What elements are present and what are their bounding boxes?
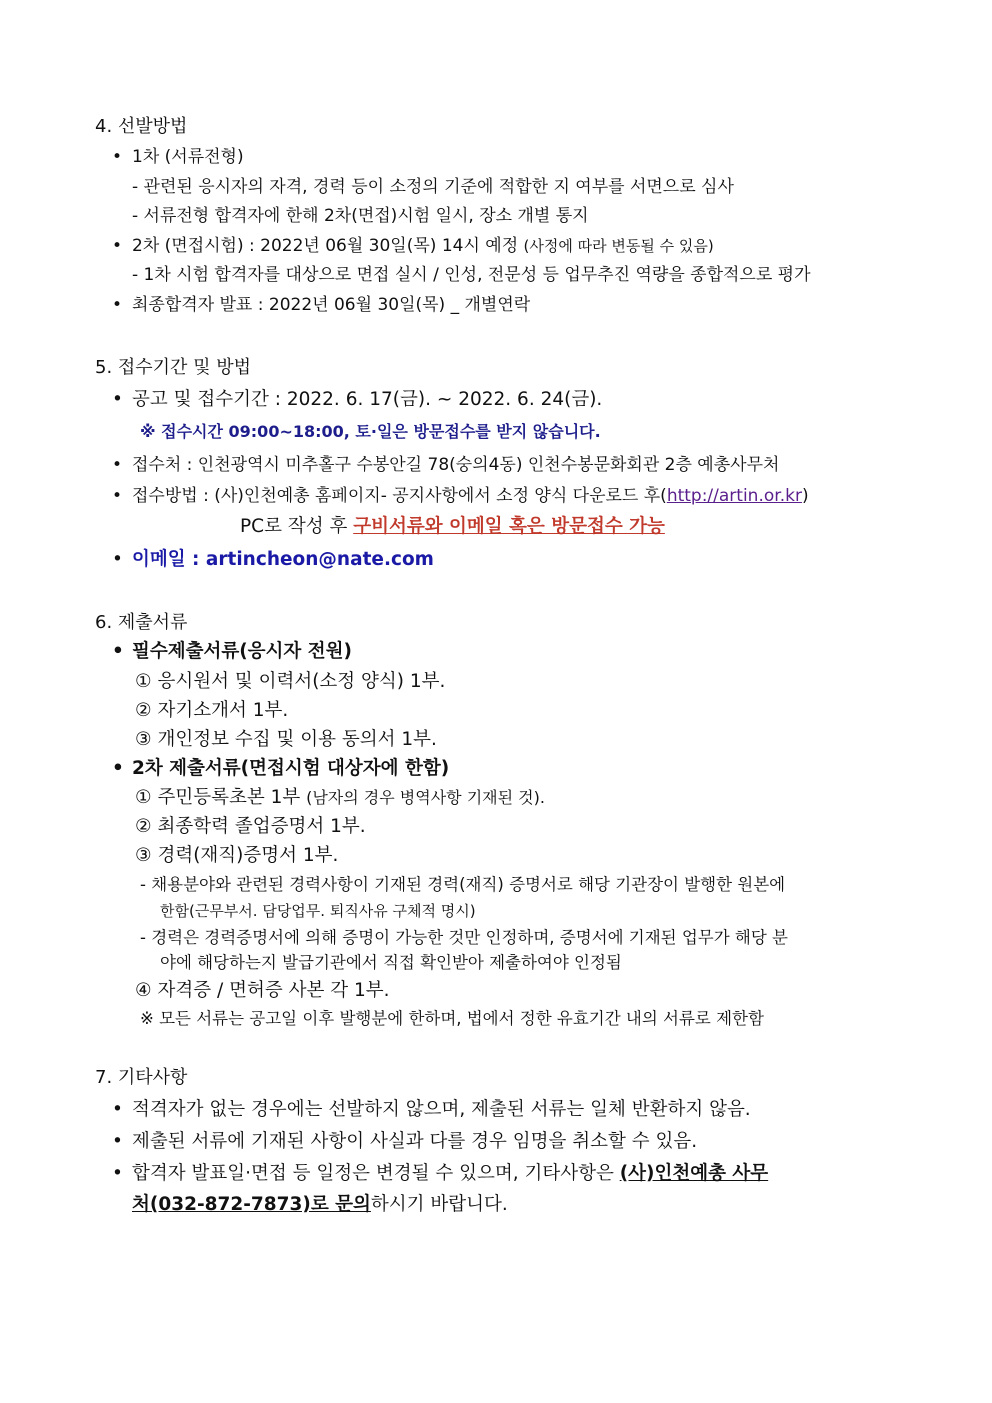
bullet-icon: • xyxy=(112,1163,123,1184)
section-7-item-3: • 합격자 발표일·면접 등 일정은 변경될 수 있으며, 기타사항은 (사)인천예총 사무 xyxy=(112,1163,769,1184)
bullet-icon: • xyxy=(112,236,123,256)
second-doc-4: ④ 자격증 / 면허증 사본 각 1부. xyxy=(135,980,390,1001)
submission-highlight: 구비서류와 이메일 혹은 방문접수 가능 xyxy=(353,516,665,537)
bullet-icon: • xyxy=(112,1131,123,1152)
bullet-icon: • xyxy=(112,486,123,506)
section-6-required-title: • 필수제출서류(응시자 전원) xyxy=(112,641,352,662)
second-doc-2: ② 최종학력 졸업증명서 1부. xyxy=(135,816,366,837)
second-doc-1: ① 주민등록초본 1부 (남자의 경우 병역사항 기재된 것). xyxy=(135,787,545,808)
section-5-period: • 공고 및 접수기간 : 2022. 6. 17(금). ~ 2022. 6. 24(금). xyxy=(112,389,603,410)
section-4-title: 4. 선발방법 xyxy=(95,116,188,137)
bullet-icon: • xyxy=(112,455,123,475)
second-doc-3a-line-2: 한함(근무부서. 담당업무. 퇴직사유 구체적 명시) xyxy=(160,902,476,920)
section-5-place: • 접수처 : 인천광역시 미추홀구 수봉안길 78(숭의4동) 인천수봉문화회관 2층 예총사무처 xyxy=(112,455,780,475)
section-4-item-2a: - 1차 시험 합격자를 대상으로 면접 실시 / 인성, 전문성 등 업무추진 역량을 종합적으로 평가 xyxy=(132,265,811,285)
contact-phone: 처(032-872-7873)로 문의 xyxy=(132,1194,371,1215)
section-7-item-2: • 제출된 서류에 기재된 사항이 사실과 다를 경우 임명을 취소할 수 있음. xyxy=(112,1131,698,1152)
section-4-item-1a: - 관련된 응시자의 자격, 경력 등이 소정의 기준에 적합한 지 여부를 서면으로 심사 xyxy=(132,177,734,197)
section-6-title: 6. 제출서류 xyxy=(95,612,188,633)
section-6-note: ※ 모든 서류는 공고일 이후 발행분에 한하며, 법에서 정한 유효기간 내의 서류로 제한함 xyxy=(140,1009,764,1028)
section-4-item-2: • 2차 (면접시험) : 2022년 06월 30일(목) 14시 예정 (사정에 따라 변동될 수 있음) xyxy=(112,236,714,256)
section-4-item-3: • 최종합격자 발표 : 2022년 06월 30일(목) _ 개별연락 xyxy=(112,295,531,315)
contact-highlight: (사)인천예총 사무 xyxy=(619,1163,769,1184)
bullet-icon: • xyxy=(112,549,123,570)
homepage-link[interactable]: http://artin.or.kr xyxy=(666,486,802,506)
section-5-method: • 접수방법 : (사)인천예총 홈페이지- 공지사항에서 소정 양식 다운로드 후(http://artin.or.kr) xyxy=(112,486,809,506)
bullet-icon: • xyxy=(112,641,124,662)
section-7-item-1: • 적격자가 없는 경우에는 선발하지 않으며, 제출된 서류는 일체 반환하지 않음. xyxy=(112,1099,751,1120)
bullet-icon: • xyxy=(112,389,123,410)
second-doc-3b-line-1: - 경력은 경력증명서에 의해 증명이 가능한 것만 인정하며, 증명서에 기재된 업무가 해당 분 xyxy=(140,928,788,947)
bullet-icon: • xyxy=(112,147,123,167)
section-5-notice: ※ 접수시간 09:00~18:00, 토·일은 방문접수를 받지 않습니다. xyxy=(140,422,601,441)
section-5-email xyxy=(112,549,434,571)
section-7-item-3-line-2: 처(032-872-7873)로 문의하시기 바랍니다. xyxy=(132,1194,508,1215)
required-doc-1: ① 응시원서 및 이력서(소정 양식) 1부. xyxy=(135,671,446,692)
bullet-icon: • xyxy=(112,758,124,779)
second-doc-3a-line-1: - 채용분야와 관련된 경력사항이 기재된 경력(재직) 증명서로 해당 기관장이 발행한 원본에 xyxy=(140,875,786,894)
bullet-icon: • xyxy=(112,1099,123,1120)
second-doc-3: ③ 경력(재직)증명서 1부. xyxy=(135,845,339,866)
section-7-title: 7. 기타사항 xyxy=(95,1067,188,1088)
email-link[interactable]: 이메일 : artincheon@nate.com xyxy=(132,549,434,570)
section-5-method-2: PC로 작성 후 구비서류와 이메일 혹은 방문접수 가능 xyxy=(240,516,665,537)
section-6-second-title: • 2차 제출서류(면접시험 대상자에 한함) xyxy=(112,758,450,779)
required-doc-2: ② 자기소개서 1부. xyxy=(135,700,289,721)
required-doc-3: ③ 개인정보 수집 및 이용 동의서 1부. xyxy=(135,729,437,750)
bullet-icon: • xyxy=(112,295,123,315)
second-doc-3b-line-2: 야에 해당하는지 발급기관에서 직접 확인받아 제출하여야 인정됨 xyxy=(160,953,622,972)
section-4-item-1b: - 서류전형 합격자에 한해 2차(면접)시험 일시, 장소 개별 통지 xyxy=(132,206,589,226)
section-4-item-1: • 1차 (서류전형) xyxy=(112,147,244,167)
section-5-title: 5. 접수기간 및 방법 xyxy=(95,357,252,378)
